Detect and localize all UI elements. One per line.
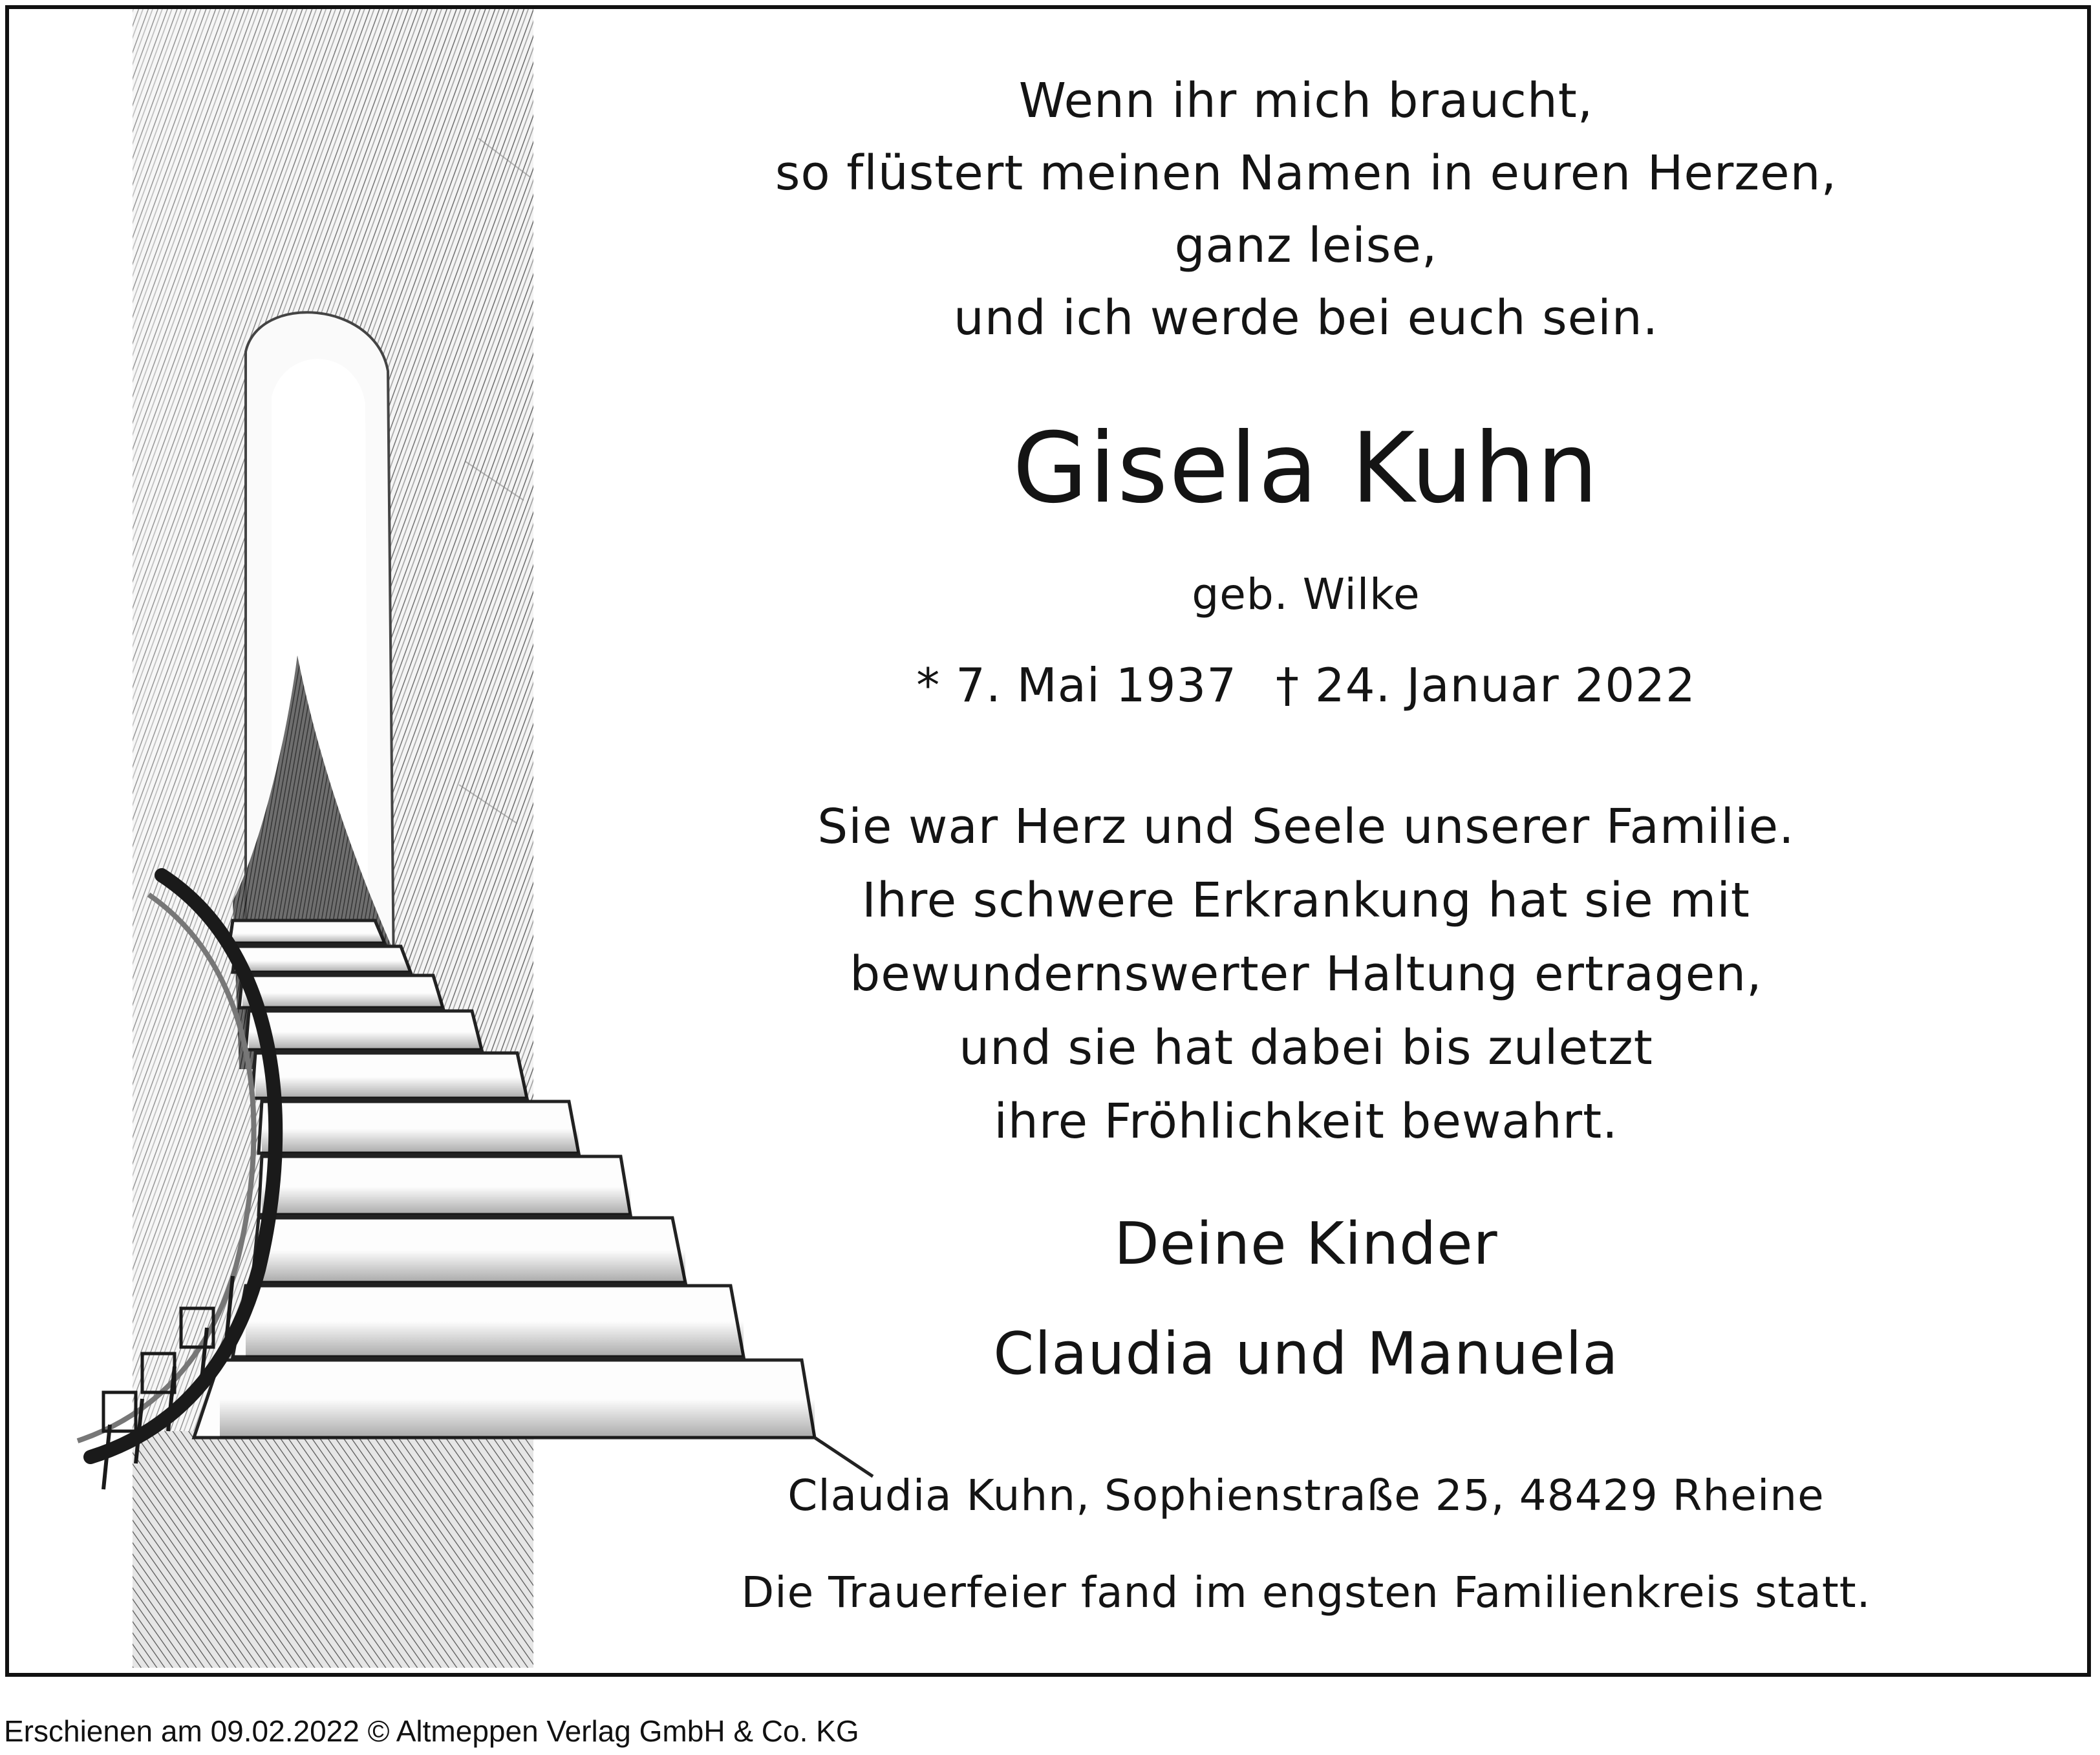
poem-verse: [672, 65, 1940, 354]
poem-line: und ich werde bei euch sein.: [953, 290, 1659, 346]
tribute-line: bewundernswerter Haltung ertragen,: [850, 946, 1762, 1002]
poem-line: so flüstert meinen Namen in euren Herzen,: [775, 145, 1838, 201]
poem-line: Wenn ihr mich braucht,: [1018, 73, 1594, 129]
tribute-line: Ihre schwere Erkrankung hat sie mit: [862, 873, 1750, 928]
signature-block: [672, 1189, 1940, 1409]
signature-line: Claudia und Manuela: [993, 1320, 1619, 1388]
tribute-line: ihre Fröhlichkeit bewahrt.: [994, 1094, 1618, 1149]
tribute-line: und sie hat dabei bis zuletzt: [959, 1020, 1653, 1076]
death-date: † 24. Januar 2022: [1276, 658, 1696, 712]
signature-line: Deine Kinder: [1114, 1210, 1498, 1278]
poem-line: ganz leise,: [1174, 218, 1438, 273]
tribute-text: [672, 790, 1940, 1158]
funeral-notice: Die Trauerfeier fand im engsten Familienkreis statt.: [741, 1568, 1871, 1617]
publication-footer: Erschienen am 09.02.2022 © Altmeppen Verlag GmbH & Co. KG: [4, 1714, 859, 1748]
tribute-line: Sie war Herz und Seele unserer Familie.: [817, 799, 1795, 855]
birth-date: * 7. Mai 1937: [916, 658, 1238, 712]
contact-address: Claudia Kuhn, Sophienstraße 25, 48429 Rheine: [788, 1471, 1825, 1520]
birth-name: geb. Wilke: [1192, 569, 1420, 619]
deceased-name: Gisela Kuhn: [1012, 412, 1600, 525]
life-dates: [672, 650, 1940, 721]
